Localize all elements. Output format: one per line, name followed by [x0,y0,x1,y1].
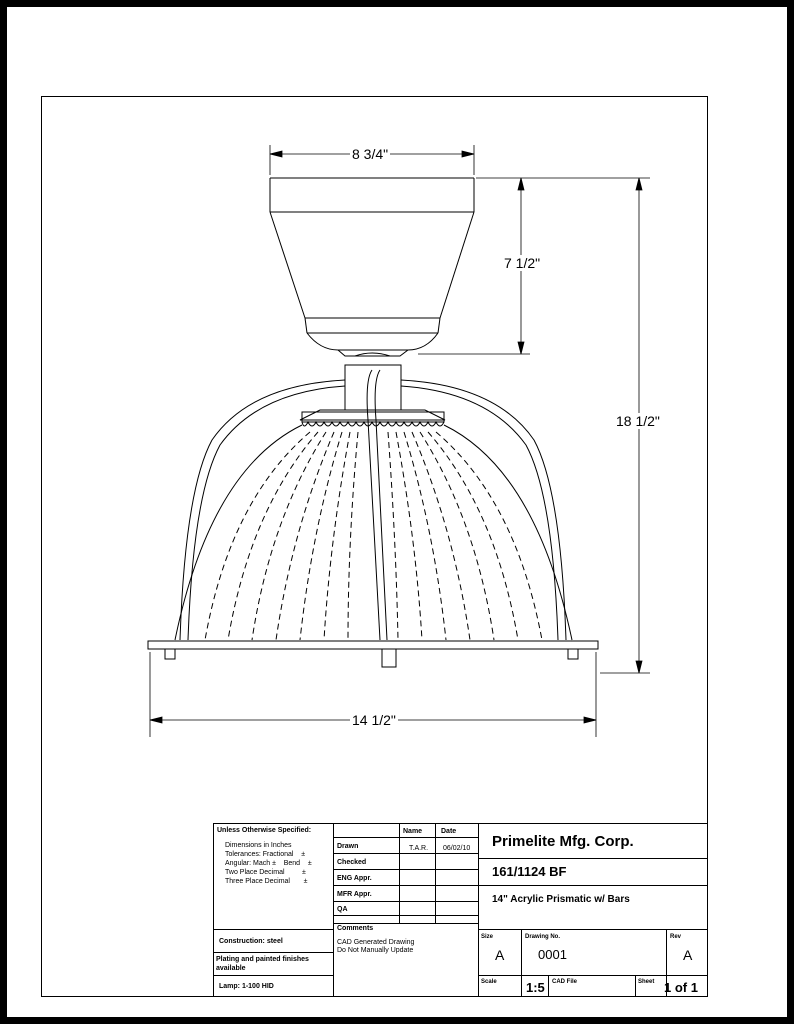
spec-header: Unless Otherwise Specified: [217,827,312,834]
drawn-date: 06/02/10 [443,845,471,852]
drawing-number-value: 0001 [538,947,567,962]
name-column-header: Name [403,828,423,835]
comment-line-2: Do Not Manually Update [337,947,414,954]
comment-line-1: CAD Generated Drawing [337,939,415,946]
drawn-label: Drawn [337,843,359,850]
acrylic-reflector [175,425,572,640]
spec-dimensions: Dimensions in Inches [225,842,292,849]
spec-three-place: Three Place Decimal ± [225,878,308,885]
dimension-overall-height: 18 1/2" [616,413,660,429]
spec-two-place: Two Place Decimal ± [225,869,306,876]
bottom-rim [148,641,598,667]
dimension-top-height: 7 1/2" [504,255,541,271]
company-name: Primelite Mfg. Corp. [492,833,634,850]
dimension-top-width: 8 3/4" [352,146,389,162]
date-column-header: Date [441,828,457,835]
sheet-value: 1 of 1 [664,980,698,995]
rev-label: Rev [670,934,682,940]
spec-tolerance-fractional: Tolerances: Fractional ± [225,851,306,858]
part-description: 14" Acrylic Prismatic w/ Bars [492,894,630,905]
lamp-socket [300,353,445,420]
construction-label: Construction: steel [219,938,283,945]
qa-label: QA [337,906,348,913]
scale-label: Scale [481,979,497,985]
title-block [213,823,708,997]
part-number: 161/1124 BF [492,864,567,879]
rev-value: A [683,947,693,963]
sheet-label: Sheet [638,979,655,985]
dimension-lines [150,145,650,737]
drawing-number-label: Drawing No. [525,934,561,940]
checked-label: Checked [337,859,367,866]
cad-file-label: CAD File [552,979,578,985]
size-value: A [495,947,505,963]
lamp-label: Lamp: 1-100 HID [219,983,274,990]
drawn-name: T.A.R. [409,845,429,852]
mfr-approval-label: MFR Appr. [337,891,372,898]
spec-angular: Angular: Mach ± Bend ± [225,860,312,867]
eng-approval-label: ENG Appr. [337,875,372,882]
scale-value: 1:5 [526,980,545,995]
reflector-collar [302,412,444,426]
comments-label: Comments [337,925,374,932]
plating-note: Plating and painted finishes available [216,956,309,972]
size-label: Size [481,934,494,940]
dimension-bottom-width: 14 1/2" [352,712,396,728]
top-housing [270,178,474,356]
